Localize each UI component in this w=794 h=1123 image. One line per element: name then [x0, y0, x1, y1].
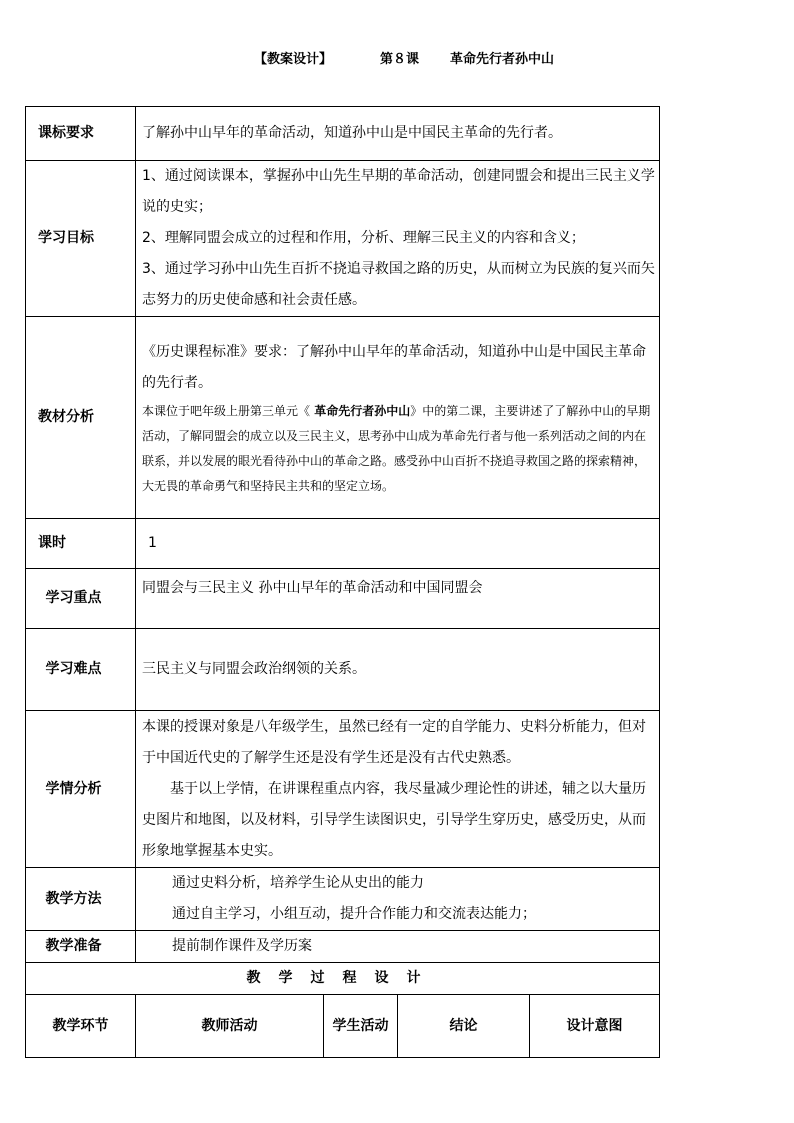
header-conclusion: 结论	[398, 995, 530, 1058]
key-points-text: 同盟会与三民主义 孙中山早年的革命活动和中国同盟会	[136, 569, 660, 629]
difficulties-label: 学习难点	[26, 629, 136, 711]
analysis-unit-title: 革命先行者孙中山	[310, 403, 411, 418]
standard-text: 了解孙中山早年的革命活动，知道孙中山是中国民主革命的先行者。	[136, 107, 660, 161]
objectives-label: 学习目标	[26, 161, 136, 317]
standard-label: 课标要求	[26, 107, 136, 161]
row-difficulties	[26, 629, 660, 711]
learners-content	[136, 711, 660, 868]
row-methods	[26, 868, 660, 931]
learners-paragraph-2: 基于以上学情，在讲课程重点内容，我尽量减少理论性的讲述，辅之以大量历史图片和地图，以及材料，引导学生读图识史，引导学生穿历史，感受历史，从而形象地掌握基本史实。	[142, 780, 646, 859]
header-stage: 教学环节	[26, 995, 136, 1058]
hours-label: 课时	[26, 519, 136, 569]
row-learners	[26, 711, 660, 868]
row-objectives	[26, 161, 660, 317]
row-analysis	[26, 317, 660, 519]
hours-value: 1	[136, 519, 660, 569]
row-process-headers	[26, 995, 660, 1058]
learners-label: 学情分析	[26, 711, 136, 868]
key-points-label: 学习重点	[26, 569, 136, 629]
header-teacher: 教师活动	[136, 995, 324, 1058]
analysis-text-before: 本课位于吧年级上册第三单元《	[142, 403, 311, 418]
preparation-label: 教学准备	[26, 931, 136, 963]
lesson-plan-table	[25, 106, 660, 1058]
difficulties-text: 三民主义与同盟会政治纲领的关系。	[136, 629, 660, 711]
row-hours	[26, 519, 660, 569]
row-key-points	[26, 569, 660, 629]
lesson-title: 革命先行者孙中山	[450, 52, 555, 67]
methods-content	[136, 868, 660, 931]
row-preparation	[26, 931, 660, 963]
header-student: 学生活动	[324, 995, 398, 1058]
header-intent: 设计意图	[530, 995, 660, 1058]
lesson-number: 第８课	[380, 52, 420, 67]
objective-item: 1、通过阅读课本，掌握孙中山先生早期的革命活动，创建同盟会和提出三民主义学说的史实；	[142, 168, 655, 215]
learners-paragraph-1: 本课的授课对象是八年级学生，虽然已经有一定的自学能力、史料分析能力，但对于中国近代史的了解学生还是没有学生还是没有古代史熟悉。	[142, 718, 646, 766]
objective-item: 3、通过学习孙中山先生百折不挠追寻救国之路的历史，从而树立为民族的复兴而矢志努力的历史使命感和社会责任感。	[142, 261, 655, 308]
methods-label: 教学方法	[26, 868, 136, 931]
objectives-content	[136, 161, 660, 317]
analysis-label: 教材分析	[26, 317, 136, 519]
method-item: 通过自主学习，小组互动，提升合作能力和交流表达能力；	[172, 906, 536, 922]
title-tag: 【教案设计】	[254, 52, 333, 67]
objective-item: 2、理解同盟会成立的过程和作用，分析、理解三民主义的内容和含义；	[142, 230, 585, 246]
process-title: 教学过程设计	[26, 963, 660, 995]
analysis-text-after: 》中的第二课，主要讲述了了解孙中山的早期活动，了解同盟会的成立以及三民主义，思考孙中山成为革命先行者与他一系列活动之间的内在联系，并以发展的眼光看待孙中山的革命之路。感受孙中山百折不挠追寻救国之路的探索精神，大无畏的革命勇气和坚持民主共和的坚定立场。	[142, 403, 651, 493]
method-item: 通过史料分析，培养学生论从史出的能力	[172, 875, 424, 891]
preparation-text: 提前制作课件及学历案	[136, 931, 660, 963]
analysis-paragraph-1: 《历史课程标准》要求：了解孙中山早年的革命活动，知道孙中山是中国民主革命的先行者。	[142, 343, 646, 391]
analysis-content	[136, 317, 660, 519]
row-standard	[26, 107, 660, 161]
row-process-title	[26, 963, 660, 995]
analysis-paragraph-2	[142, 399, 655, 499]
